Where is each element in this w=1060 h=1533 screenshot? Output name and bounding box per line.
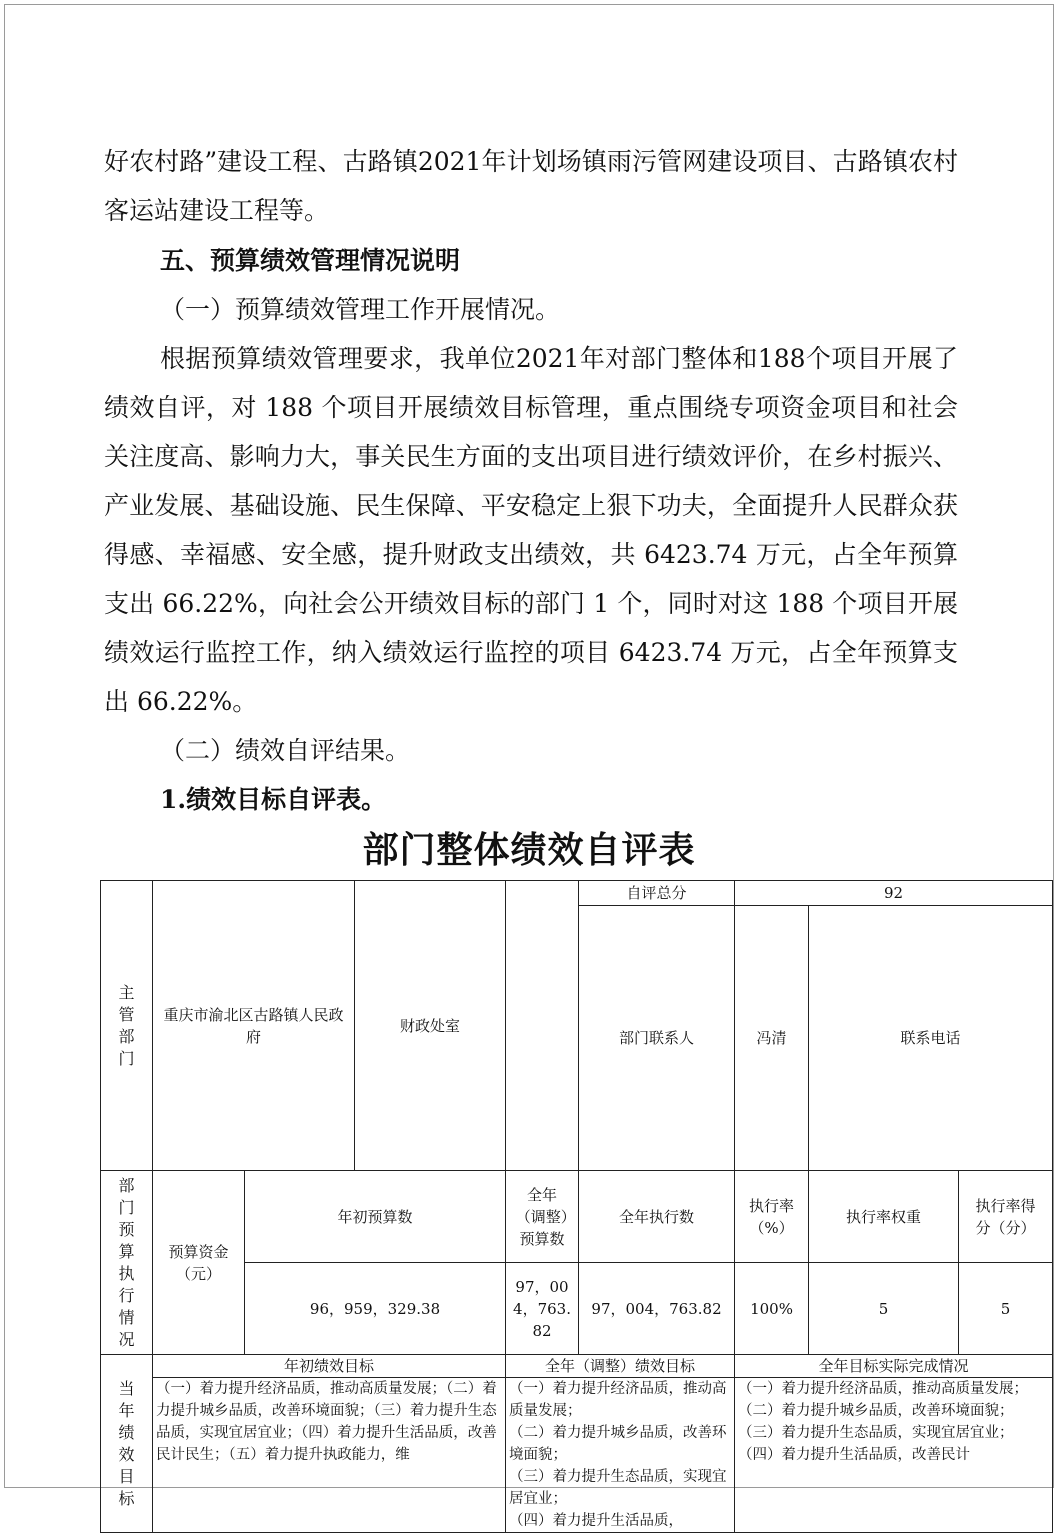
goal-actual-cell xyxy=(735,1378,1053,1533)
value-executed-cell: 97，004，763.82 xyxy=(579,1263,735,1355)
blank-cell xyxy=(506,881,579,1171)
header-adjusted-cell: 全年（调整）预算数 xyxy=(506,1171,579,1263)
subheading-3: 1.绩效目标自评表。 xyxy=(160,785,387,814)
dept-name-cell: 重庆市渝北区古路镇人民政府 xyxy=(153,881,355,1171)
value-rate-cell: 100% xyxy=(735,1263,809,1355)
paragraph-performance: 根据预算绩效管理要求，我单位2021年对部门整体和188个项目开展了绩效自评，对 188 个项目开展绩效目标管理，重点围绕专项资金项目和社会关注度高、影响力大，事关民生方面的支出项目进行绩效评价，在乡村振兴、产业发展、基础设施、民生保障、平安稳定上狠下功夫，全面提升人民群众获得感、幸福感、安全感，提升财政支出绩效，共 6423.74 万元，占全年预算支出 66.22%，向社会公开绩效目标的部门 1 个，同时对这 188 个项目开展绩效运行监控工作，纳入绩效运行监控的项目 6423.74 万元，占全年预算支出 66.22%。 xyxy=(104,344,958,716)
section-heading-5: 五、预算绩效管理情况说明 xyxy=(160,246,461,275)
paragraph-continuation: 好农村路”建设工程、古路镇2021年计划场镇雨污管网建设项目、古路镇农村客运站建设工程等。 xyxy=(104,147,958,225)
goal-adjusted-cell xyxy=(506,1378,735,1533)
goal-header-actual: 全年目标实际完成情况 xyxy=(735,1355,1053,1378)
contact-name-cell: 冯清 xyxy=(735,906,809,1171)
value-initial-cell: 96，959，329.38 xyxy=(245,1263,506,1355)
value-score-cell: 5 xyxy=(959,1263,1053,1355)
table-title: 部门整体绩效自评表 xyxy=(362,829,696,871)
header-weight-cell: 执行率权重 xyxy=(809,1171,959,1263)
phone-label-cell: 联系电话 xyxy=(809,906,1053,1171)
goal-header-adjusted: 全年（调整）绩效目标 xyxy=(506,1355,735,1378)
performance-table xyxy=(100,880,1053,1533)
office-cell: 财政处室 xyxy=(355,881,506,1171)
goal-initial-cell xyxy=(153,1378,506,1533)
header-rate-cell: 执行率（%） xyxy=(735,1171,809,1263)
header-score-cell: 执行率得分（分） xyxy=(959,1171,1053,1263)
contact-label-cell: 部门联系人 xyxy=(579,906,735,1171)
dept-label-cell: 主管部门 xyxy=(101,881,153,1171)
score-label-cell: 自评总分 xyxy=(579,881,735,906)
body-text xyxy=(104,137,958,824)
funds-label-cell: 预算资金（元） xyxy=(153,1171,245,1355)
subheading-2: （二）绩效自评结果。 xyxy=(160,736,411,765)
value-adjusted-cell: 97，004，763.82 xyxy=(506,1263,579,1355)
goal-initial-text: （一）着力提升经济品质，推动高质量发展；（二）着力提升城乡品质，改善环境面貌；（三）着力提升生态品质，实现宜居宜业；（四）着力提升生活品质，改善民计民生；（五）着力提升执政能力，维 xyxy=(156,1381,497,1463)
goal-label-cell: 当年绩效目标 xyxy=(101,1355,153,1533)
goal-header-initial: 年初绩效目标 xyxy=(153,1355,506,1378)
goal-adjusted-text: （一）着力提升经济品质，推动高质量发展； （二）着力提升城乡品质，改善环境面貌； （三）着力提升生态品质，实现宜居宜业； （四）着力提升生活品质， xyxy=(509,1381,727,1529)
subheading-1: （一）预算绩效管理工作开展情况。 xyxy=(160,295,561,324)
value-weight-cell: 5 xyxy=(809,1263,959,1355)
header-executed-cell: 全年执行数 xyxy=(579,1171,735,1263)
exec-label-cell: 部门预算执行情况 xyxy=(101,1171,153,1355)
header-initial-cell: 年初预算数 xyxy=(245,1171,506,1263)
score-value-cell: 92 xyxy=(735,881,1053,906)
goal-actual-text: （一）着力提升经济品质，推动高质量发展； （二）着力提升城乡品质，改善环境面貌； （三）着力提升生态品质，实现宜居宜业； （四）着力提升生活品质，改善民计 xyxy=(738,1381,1029,1463)
